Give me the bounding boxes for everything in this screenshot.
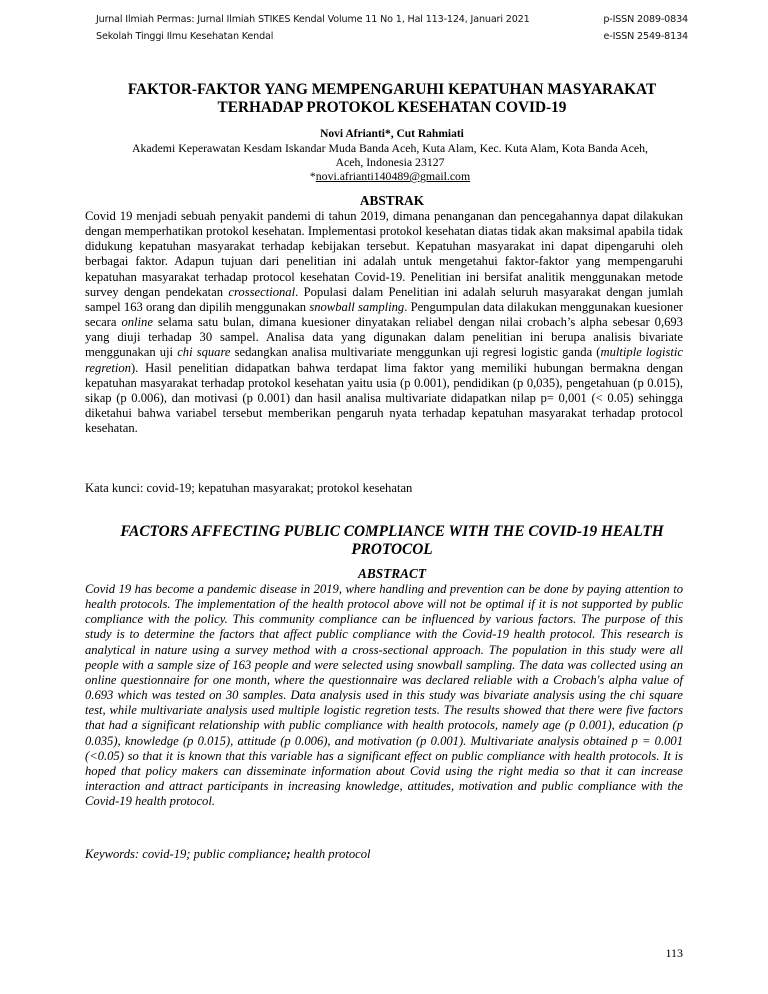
running-header-line2 [96,31,688,42]
p-issn: p-ISSN 2089-0834 [603,14,688,25]
abstrak-text-segment: . Populasi dalam Penelitian ini adalah seluruh masyarakat dengan jumlah sampel 163 orang dan dipilih menggunakan [85,284,683,314]
e-issn: e-ISSN 2549-8134 [603,31,688,42]
keywords-separator: ; [286,847,291,861]
abstrak-italic-term: multiple logistic regretion [85,345,683,375]
title-en-line-2: PROTOCOL [351,541,433,558]
keywords-part-2: health protocol [290,847,371,861]
authors: Novi Afrianti*, Cut Rahmiati [320,128,464,140]
journal-citation: Jurnal Ilmiah Permas: Jurnal Ilmiah STIKES Kendal Volume 11 No 1, Hal 113-124, Januari 2021 [96,14,530,25]
affiliation-line-1: Akademi Keperawatan Kesdam Iskandar Muda Banda Aceh, Kuta Alam, Kec. Kuta Alam, Kota Banda Aceh, [132,141,648,155]
abstrak-italic-term: online [121,315,153,330]
abstrak-italic-term: crossectional [228,284,296,299]
abstrak-text-segment: selama satu bulan, dimana kuesioner dinyatakan reliabel dengan nilai crobach’s alpha sebesar 0,693 yang diuji terhadap 30 sampel. Analisa data yang digunakan dalam penelitian ini berupa analisis bivariate menggunakan uji [85,315,683,360]
affiliation [80,141,700,183]
title-line-2: TERHADAP PROTOKOL KESEHATAN COVID-19 [217,99,567,116]
paper-title-english [96,523,688,559]
abstract-keywords [85,847,371,862]
corresponding-marker: * [309,169,316,183]
abstrak-italic-term: chi square [177,345,231,360]
abstrak-italic-term: snowball sampling [309,299,405,314]
institution-name: Sekolah Tinggi Ilmu Kesehatan Kendal [96,31,274,42]
abstract-heading: ABSTRACT [358,566,426,581]
abstrak-heading: ABSTRAK [359,193,425,208]
abstrak-text-segment: Covid 19 menjadi sebuah penyakit pandemi di tahun 2019, dimana penanganan dan pencegahannya dapat dilakukan dengan memperhatikan protokol kesehatan. Implementasi protokol kesehatan diatas tidak akan maksimal apabila tidak didukung kepatuhan masyarakat terhadap kebijakan tersebut. Kepatuhan masyarakat ini dapat dipengaruhi oleh berbagai faktor. Adapun tujuan dari penelitian ini adalah untuk mengetahui faktor-faktor yang mempengaruhi kepatuhan masyarakat terhadap protocol kesehatan Covid-19. Penelitian ini bersifat analitik menggunakan metode survey dengan pendekatan [85,209,683,299]
keywords-part-1: Keywords: covid-19; public compliance [85,847,287,861]
affiliation-line-2: Aceh, Indonesia 23127 [335,155,445,169]
abstrak-text-segment: ). Hasil penelitian didapatkan bahwa terdapat lima faktor yang memiliki hubungan bermakna dengan kepatuhan masyarakat terhadap protokol kesehatan yaitu usia (p 0.001), pendidikan (p 0,035), pengetahuan (p 0.015), sikap (p 0.006), dan motivasi (p 0.001) dan hasil analisa multivariate didapatkan nilap p= 0,001 (< 0.05) sehingga diketahui bahwa variabel tersebut memberikan pengaruh nyata terhadap kepatuhan masyarakat terhadap protocol kesehatan. [85,360,683,436]
abstrak-keywords: Kata kunci: covid-19; kepatuhan masyarakat; protokol kesehatan [85,481,413,495]
abstrak-text-segment: . Pengumpulan data dilakukan menggunakan kuesioner secara [85,299,683,330]
abstrak-body [85,209,683,436]
abstrak-text-segment: sedangkan analisa multivariate menggunkan uji regresi logistic ganda ( [230,345,601,360]
title-line-1: FAKTOR-FAKTOR YANG MEMPENGARUHI KEPATUHAN MASYARAKAT [127,81,657,98]
paper-title-indonesian [96,81,688,117]
running-header-line1 [96,14,688,25]
email-link[interactable]: novi.afrianti140489@gmail.com [315,169,471,183]
email-line [80,169,700,183]
title-en-line-1: FACTORS AFFECTING PUBLIC COMPLIANCE WITH THE COVID-19 HEALTH [120,523,664,540]
abstract-body: Covid 19 has become a pandemic disease in 2019, where handling and prevention can be done by paying attention to health protocols. The implementation of the health protocol above will not be optimal if it is not supported by public compliance with the policy. This community compliance can be influenced by various factors. The purpose of this study is to determine the factors that affect public compliance with the Covid-19 health protocol. This research is analytical in nature using a survey method with a cross-sectional approach. The population in this study were all people with a sample size of 163 people and were selected using snowball sampling. The data was collected using an online questionnaire for one month, where the questionnaire was declared reliable with a Crobach's alpha value of 0.693 which was tested on 30 samples. Data analysis used in this study was bivariate analysis using the chi square test, while multivariate analysis used multiple logistic regretion tests. The results showed that there were five factors that had a significant relationship with public compliance with health protocols, namely age (p 0.001), education (p 0.035), knowledge (p 0.015), attitude (p 0.006), and motivation (p 0.001). Multivariate analysis obtained p = 0.001 (<0.05) so that it is known that this variable has a significant effect on public compliance with health protocols. It is hoped that policy makers can disseminate information about Covid using the right media so that it can increase interaction and attract participants in increasing knowledge, attitudes, motivation and public compliance with the Covid-19 health protocol. [85,582,683,809]
page-number: 113 [665,946,683,960]
